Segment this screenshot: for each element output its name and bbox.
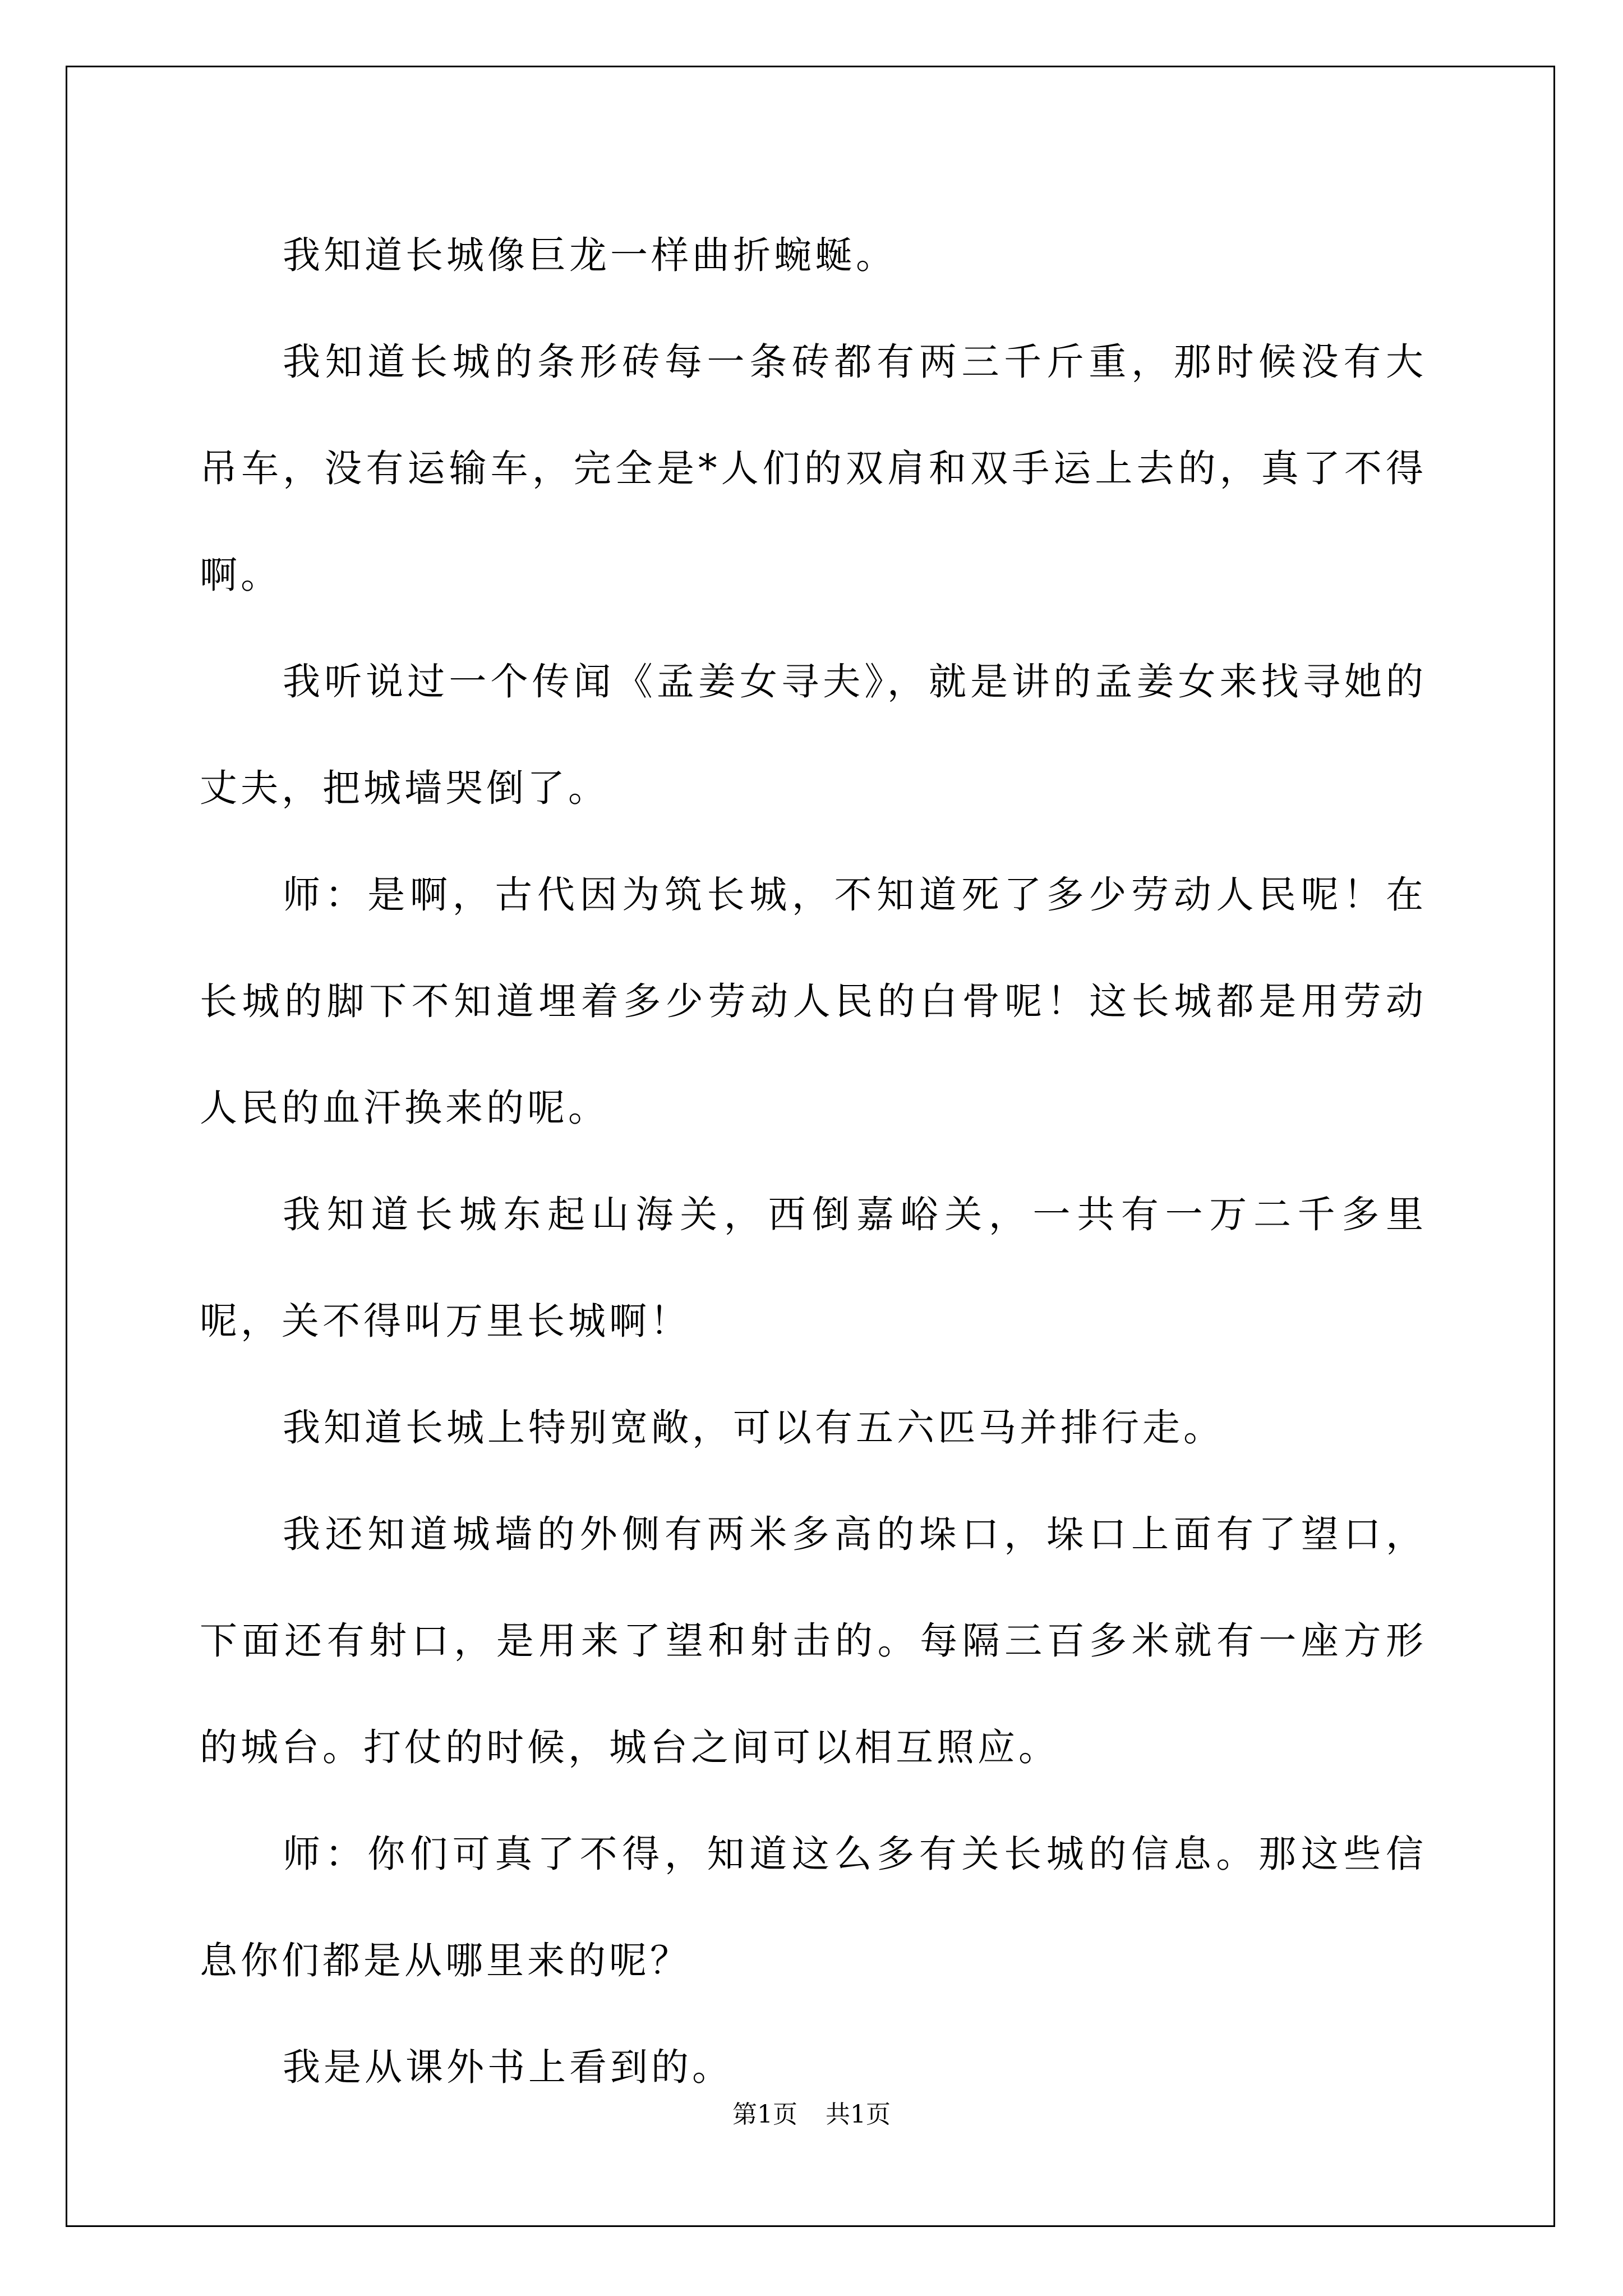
paragraph: 我还知道城墙的外侧有两米多高的垛口，垛口上面有了望口，下面还有射口，是用来了望和射击的。每隔三百多米就有一座方形的城台。打仗的时候，城台之间可以相互照应。 (200, 1512, 1427, 1769)
paragraph: 我是从课外书上看到的。 (283, 2045, 733, 2089)
document-body (200, 202, 1427, 2120)
paragraph: 我听说过一个传闻《孟姜女寻夫》，就是讲的孟姜女来找寻她的丈夫，把城墙哭倒了。 (200, 660, 1427, 810)
paragraph: 我知道长城东起山海关，西倒嘉峪关，一共有一万二千多里呢，关不得叫万里长城啊！ (200, 1193, 1427, 1343)
paragraph: 师：是啊，古代因为筑长城，不知道死了多少劳动人民呢！在长城的脚下不知道埋着多少劳动人民的白骨呢！这长城都是用劳动人民的血汗换来的呢。 (200, 873, 1427, 1130)
page-footer (0, 2098, 1623, 2132)
paragraph: 我知道长城的条形砖每一条砖都有两三千斤重，那时候没有大吊车，没有运输车，完全是*人们的双肩和双手运上去的，真了不得啊。 (200, 340, 1427, 597)
page-number-total: 共1页 (826, 2100, 891, 2129)
paragraph: 我知道长城像巨龙一样曲折蜿蜒。 (283, 233, 897, 277)
paragraph: 我知道长城上特别宽敞，可以有五六匹马并排行走。 (283, 1406, 1224, 1450)
page-number-current: 第1页 (732, 2100, 797, 2129)
paragraph: 师：你们可真了不得，知道这么多有关长城的信息。那这些信息你们都是从哪里来的呢？ (200, 1832, 1427, 1982)
